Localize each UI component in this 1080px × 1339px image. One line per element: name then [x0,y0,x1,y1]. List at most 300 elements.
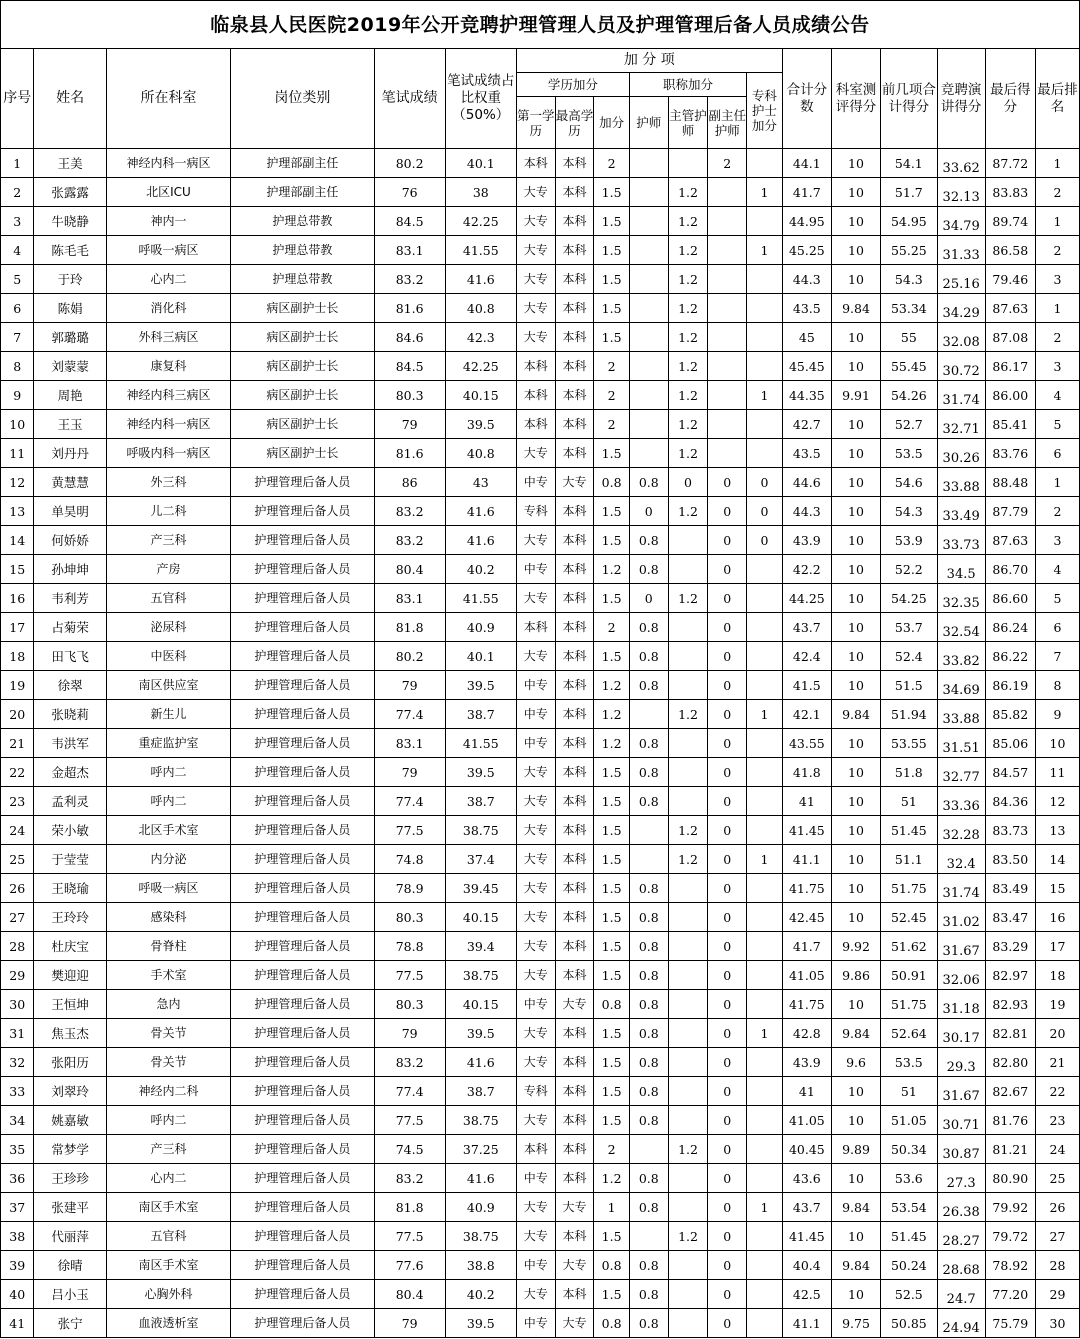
cell-written-score: 83.1 [374,236,445,265]
cell-seq: 35 [1,1135,34,1164]
cell-final-score: 86.17 [985,352,1035,381]
cell-written-score: 77.4 [374,700,445,729]
cell-first-edu: 专科 [516,1077,555,1106]
cell-edu-points: 1.5 [594,1106,630,1135]
cell-rank: 6 [1035,439,1079,468]
cell-seq: 13 [1,497,34,526]
cell-seq: 37 [1,1193,34,1222]
cell-written-score: 78.9 [374,874,445,903]
cell-weighted-score: 41.55 [445,729,516,758]
cell-subtotal: 51.05 [881,1106,938,1135]
cell-name: 王恒坤 [34,990,106,1019]
cell-speech: 30.26 [937,439,985,468]
cell-speech: 26.38 [937,1193,985,1222]
cell-edu-points: 1.5 [594,1280,630,1309]
cell-assoc-chief: 0 [708,584,747,613]
header-edu-points: 加分 [594,97,630,149]
cell-final-score: 79.92 [985,1193,1035,1222]
cell-weighted-score: 39.5 [445,1019,516,1048]
cell-first-edu: 本科 [516,613,555,642]
cell-speech: 30.17 [937,1019,985,1048]
table-row [1,526,1080,555]
cell-seq: 1 [1,149,34,178]
cell-subtotal: 54.3 [881,265,938,294]
cell-written-score: 84.6 [374,323,445,352]
cell-final-score: 82.93 [985,990,1035,1019]
cell-senior-nurse: 1.2 [668,497,708,526]
cell-assoc-chief: 0 [708,1251,747,1280]
cell-seq: 36 [1,1164,34,1193]
cell-specialist [747,1106,783,1135]
cell-weighted-score: 43 [445,468,516,497]
cell-name: 王晓瑜 [34,874,106,903]
cell-speech: 32.08 [937,323,985,352]
cell-dept: 神经内科一病区 [106,149,231,178]
cell-subtotal: 50.91 [881,961,938,990]
cell-specialist [747,903,783,932]
cell-speech: 31.67 [937,1077,985,1106]
cell-speech: 33.49 [937,497,985,526]
cell-senior-nurse [668,903,708,932]
cell-nurse [629,700,668,729]
cell-final-score: 84.36 [985,787,1035,816]
cell-dept-eval: 9.92 [831,932,880,961]
cell-highest-edu: 本科 [555,758,594,787]
cell-first-edu: 大专 [516,1280,555,1309]
cell-position: 护理部副主任 [231,149,374,178]
cell-rank: 16 [1035,903,1079,932]
cell-dept: 南区手术室 [106,1193,231,1222]
cell-total: 44.3 [782,265,831,294]
header-first-edu: 第一学历 [516,97,555,149]
cell-dept-eval: 10 [831,526,880,555]
cell-dept-eval: 10 [831,729,880,758]
cell-dept: 神内一 [106,207,231,236]
cell-specialist [747,149,783,178]
table-row [1,1135,1080,1164]
cell-assoc-chief: 0 [708,1135,747,1164]
cell-subtotal: 54.95 [881,207,938,236]
cell-highest-edu: 本科 [555,1164,594,1193]
cell-position: 护理管理后备人员 [231,468,374,497]
cell-senior-nurse: 1.2 [668,207,708,236]
cell-specialist: 1 [747,1019,783,1048]
cell-first-edu: 本科 [516,410,555,439]
cell-assoc-chief: 0 [708,671,747,700]
table-row [1,207,1080,236]
cell-edu-points: 0.8 [594,1309,630,1338]
cell-rank: 12 [1035,787,1079,816]
cell-total: 42.45 [782,903,831,932]
cell-weighted-score: 38.7 [445,787,516,816]
cell-total: 41.8 [782,758,831,787]
cell-dept: 新生儿 [106,700,231,729]
cell-highest-edu: 本科 [555,1222,594,1251]
cell-assoc-chief [708,207,747,236]
cell-written-score: 80.3 [374,903,445,932]
table-row [1,845,1080,874]
cell-nurse: 0.8 [629,1077,668,1106]
table-row [1,410,1080,439]
cell-total: 41.05 [782,1106,831,1135]
cell-assoc-chief: 0 [708,526,747,555]
cell-final-score: 87.79 [985,497,1035,526]
cell-edu-points: 1.5 [594,816,630,845]
cell-rank: 5 [1035,410,1079,439]
cell-speech: 33.88 [937,700,985,729]
cell-written-score: 80.3 [374,381,445,410]
cell-highest-edu: 大专 [555,468,594,497]
cell-rank: 6 [1035,613,1079,642]
cell-total: 41.1 [782,845,831,874]
cell-dept-eval: 10 [831,758,880,787]
cell-weighted-score: 38.75 [445,1222,516,1251]
table-row [1,555,1080,584]
cell-rank: 19 [1035,990,1079,1019]
cell-edu-points: 1.5 [594,903,630,932]
cell-edu-points: 1.5 [594,1019,630,1048]
cell-subtotal: 54.1 [881,149,938,178]
cell-total: 41.7 [782,932,831,961]
cell-seq: 6 [1,294,34,323]
cell-total: 42.7 [782,410,831,439]
cell-final-score: 80.90 [985,1164,1035,1193]
table-row [1,787,1080,816]
cell-subtotal: 51.8 [881,758,938,787]
cell-edu-points: 1.2 [594,1164,630,1193]
cell-nurse: 0 [629,497,668,526]
cell-subtotal: 51.7 [881,178,938,207]
table-row [1,352,1080,381]
cell-nurse: 0.8 [629,903,668,932]
cell-seq: 9 [1,381,34,410]
cell-assoc-chief: 0 [708,729,747,758]
cell-highest-edu: 本科 [555,584,594,613]
cell-specialist [747,1164,783,1193]
cell-weighted-score: 39.4 [445,932,516,961]
cell-seq: 8 [1,352,34,381]
cell-assoc-chief [708,178,747,207]
cell-subtotal: 52.64 [881,1019,938,1048]
cell-edu-points: 1.5 [594,787,630,816]
cell-assoc-chief: 0 [708,1193,747,1222]
cell-specialist [747,207,783,236]
cell-weighted-score: 40.2 [445,1280,516,1309]
cell-nurse [629,294,668,323]
cell-rank: 13 [1035,816,1079,845]
header-senior-nurse: 主管护师 [668,97,708,149]
cell-highest-edu: 本科 [555,207,594,236]
header-rank: 最后排名 [1035,49,1079,149]
cell-final-score: 85.82 [985,700,1035,729]
cell-assoc-chief: 0 [708,642,747,671]
table-row [1,932,1080,961]
cell-final-score: 83.76 [985,439,1035,468]
cell-position: 护理管理后备人员 [231,903,374,932]
page-title: 临泉县人民医院2019年公开竞聘护理管理人员及护理管理后备人员成绩公告 [0,0,1080,48]
cell-speech: 31.67 [937,932,985,961]
cell-dept-eval: 9.6 [831,1048,880,1077]
cell-subtotal: 55 [881,323,938,352]
cell-speech: 33.88 [937,468,985,497]
cell-dept-eval: 10 [831,845,880,874]
cell-dept-eval: 10 [831,1280,880,1309]
cell-senior-nurse: 1.2 [668,584,708,613]
cell-final-score: 77.20 [985,1280,1035,1309]
cell-name: 占菊荣 [34,613,106,642]
cell-name: 周艳 [34,381,106,410]
cell-first-edu: 大专 [516,787,555,816]
cell-senior-nurse [668,1077,708,1106]
cell-seq: 7 [1,323,34,352]
cell-dept-eval: 10 [831,439,880,468]
cell-name: 田飞飞 [34,642,106,671]
cell-written-score: 74.5 [374,1135,445,1164]
cell-edu-points: 2 [594,410,630,439]
cell-assoc-chief: 0 [708,1280,747,1309]
cell-seq: 39 [1,1251,34,1280]
cell-total: 41.5 [782,671,831,700]
cell-assoc-chief: 0 [708,903,747,932]
cell-subtotal: 53.5 [881,439,938,468]
cell-weighted-score: 40.1 [445,149,516,178]
table-row [1,758,1080,787]
cell-dept-eval: 9.84 [831,700,880,729]
cell-dept-eval: 10 [831,671,880,700]
cell-weighted-score: 38.7 [445,700,516,729]
cell-name: 樊迎迎 [34,961,106,990]
cell-edu-points: 1.5 [594,236,630,265]
cell-dept-eval: 10 [831,1222,880,1251]
cell-total: 41.45 [782,816,831,845]
cell-written-score: 80.4 [374,555,445,584]
cell-specialist [747,439,783,468]
cell-weighted-score: 41.6 [445,497,516,526]
cell-dept: 南区手术室 [106,1251,231,1280]
cell-dept: 神经内二科 [106,1077,231,1106]
cell-senior-nurse [668,1106,708,1135]
cell-highest-edu: 本科 [555,410,594,439]
cell-senior-nurse [668,729,708,758]
cell-rank: 10 [1035,729,1079,758]
cell-rank: 1 [1035,149,1079,178]
cell-highest-edu: 本科 [555,323,594,352]
cell-senior-nurse [668,1164,708,1193]
cell-final-score: 86.70 [985,555,1035,584]
cell-dept-eval: 9.86 [831,961,880,990]
cell-dept: 骨脊柱 [106,932,231,961]
cell-written-score: 86 [374,468,445,497]
cell-highest-edu: 本科 [555,671,594,700]
cell-highest-edu: 本科 [555,874,594,903]
cell-highest-edu: 本科 [555,352,594,381]
cell-first-edu: 大专 [516,932,555,961]
cell-senior-nurse: 1.2 [668,381,708,410]
cell-first-edu: 本科 [516,352,555,381]
cell-weighted-score: 37.25 [445,1135,516,1164]
cell-assoc-chief: 0 [708,1019,747,1048]
cell-subtotal: 54.6 [881,468,938,497]
cell-specialist: 1 [747,1193,783,1222]
cell-rank: 2 [1035,178,1079,207]
cell-seq: 27 [1,903,34,932]
cell-dept: 重症监护室 [106,729,231,758]
header-nurse: 护师 [629,97,668,149]
cell-position: 护理管理后备人员 [231,1251,374,1280]
cell-final-score: 82.81 [985,1019,1035,1048]
cell-rank: 24 [1035,1135,1079,1164]
cell-name: 于莹莹 [34,845,106,874]
cell-written-score: 80.2 [374,642,445,671]
cell-name: 金超杰 [34,758,106,787]
header-edu-group: 学历加分 [516,73,629,97]
cell-highest-edu: 本科 [555,1280,594,1309]
cell-subtotal: 54.3 [881,497,938,526]
cell-written-score: 83.2 [374,497,445,526]
cell-written-score: 83.2 [374,526,445,555]
cell-name: 刘翠玲 [34,1077,106,1106]
cell-subtotal: 51.62 [881,932,938,961]
cell-subtotal: 52.4 [881,642,938,671]
cell-name: 焦玉杰 [34,1019,106,1048]
table-row [1,642,1080,671]
cell-seq: 4 [1,236,34,265]
cell-dept-eval: 9.91 [831,381,880,410]
cell-first-edu: 中专 [516,671,555,700]
cell-highest-edu: 大专 [555,1193,594,1222]
cell-specialist [747,265,783,294]
cell-final-score: 83.49 [985,874,1035,903]
cell-seq: 33 [1,1077,34,1106]
cell-total: 42.5 [782,1280,831,1309]
cell-specialist: 1 [747,845,783,874]
cell-nurse [629,236,668,265]
cell-weighted-score: 40.8 [445,294,516,323]
cell-seq: 25 [1,845,34,874]
cell-position: 护理管理后备人员 [231,613,374,642]
cell-seq: 34 [1,1106,34,1135]
cell-name: 徐翠 [34,671,106,700]
cell-written-score: 80.4 [374,1280,445,1309]
cell-dept: 南区供应室 [106,671,231,700]
cell-first-edu: 大专 [516,874,555,903]
cell-total: 44.6 [782,468,831,497]
cell-dept-eval: 10 [831,497,880,526]
cell-highest-edu: 本科 [555,1019,594,1048]
cell-position: 护理管理后备人员 [231,990,374,1019]
cell-speech: 25.16 [937,265,985,294]
table-row [1,323,1080,352]
cell-written-score: 83.1 [374,729,445,758]
cell-dept: 北区手术室 [106,816,231,845]
cell-name: 王珍珍 [34,1164,106,1193]
header-title-group: 职称加分 [629,73,746,97]
cell-senior-nurse [668,961,708,990]
cell-total: 41 [782,1077,831,1106]
cell-assoc-chief: 0 [708,990,747,1019]
cell-subtotal: 54.26 [881,381,938,410]
cell-dept-eval: 10 [831,410,880,439]
cell-rank: 3 [1035,526,1079,555]
cell-total: 44.25 [782,584,831,613]
header-assoc-chief: 副主任护师 [708,97,747,149]
cell-highest-edu: 大专 [555,1309,594,1338]
cell-rank: 29 [1035,1280,1079,1309]
table-row [1,1019,1080,1048]
cell-speech: 31.51 [937,729,985,758]
header-written-score: 笔试成绩 [374,49,445,149]
table-row [1,584,1080,613]
table-row [1,874,1080,903]
cell-total: 44.1 [782,149,831,178]
cell-edu-points: 2 [594,381,630,410]
cell-edu-points: 1.5 [594,207,630,236]
cell-specialist [747,294,783,323]
cell-dept-eval: 10 [831,787,880,816]
cell-highest-edu: 本科 [555,236,594,265]
cell-weighted-score: 38 [445,178,516,207]
cell-written-score: 79 [374,1309,445,1338]
cell-specialist [747,1077,783,1106]
cell-specialist [747,1222,783,1251]
cell-dept: 呼吸一病区 [106,236,231,265]
cell-edu-points: 1.2 [594,700,630,729]
cell-subtotal: 51.94 [881,700,938,729]
cell-speech: 33.62 [937,149,985,178]
cell-written-score: 77.4 [374,787,445,816]
cell-total: 43.9 [782,1048,831,1077]
header-position: 岗位类别 [231,49,374,149]
cell-dept: 呼内二 [106,758,231,787]
cell-written-score: 83.1 [374,584,445,613]
cell-total: 41 [782,787,831,816]
cell-position: 护理管理后备人员 [231,1135,374,1164]
cell-position: 护理管理后备人员 [231,874,374,903]
cell-weighted-score: 38.7 [445,1077,516,1106]
cell-final-score: 82.80 [985,1048,1035,1077]
table-row [1,990,1080,1019]
cell-rank: 27 [1035,1222,1079,1251]
cell-subtotal: 51 [881,787,938,816]
header-seq: 序号 [1,49,34,149]
cell-specialist: 1 [747,700,783,729]
cell-dept-eval: 9.84 [831,1193,880,1222]
cell-nurse [629,816,668,845]
cell-position: 病区副护士长 [231,323,374,352]
cell-specialist [747,352,783,381]
cell-seq: 20 [1,700,34,729]
cell-nurse [629,1222,668,1251]
cell-weighted-score: 40.15 [445,381,516,410]
cell-rank: 28 [1035,1251,1079,1280]
cell-final-score: 86.60 [985,584,1035,613]
cell-written-score: 79 [374,410,445,439]
cell-weighted-score: 40.15 [445,903,516,932]
cell-edu-points: 1.5 [594,178,630,207]
cell-specialist: 1 [747,381,783,410]
cell-specialist [747,990,783,1019]
cell-assoc-chief: 0 [708,932,747,961]
cell-subtotal: 51.5 [881,671,938,700]
cell-edu-points: 1.5 [594,584,630,613]
cell-total: 41.7 [782,178,831,207]
cell-total: 42.4 [782,642,831,671]
cell-first-edu: 大专 [516,1106,555,1135]
cell-subtotal: 51.1 [881,845,938,874]
cell-position: 护理管理后备人员 [231,700,374,729]
cell-seq: 12 [1,468,34,497]
cell-dept: 泌尿科 [106,613,231,642]
